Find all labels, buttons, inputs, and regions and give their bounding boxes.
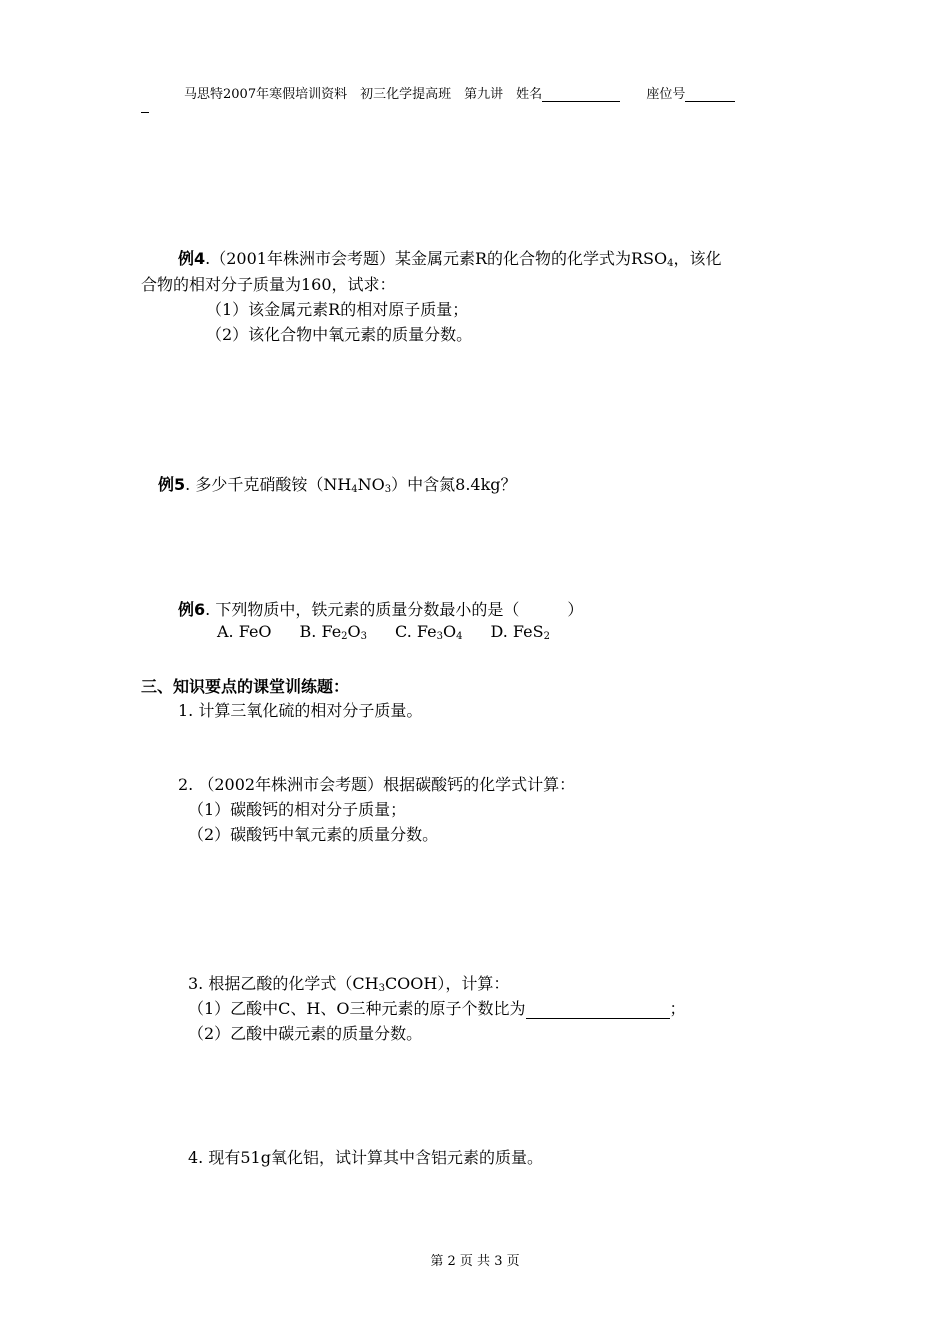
practice-3: 3. 根据乙酸的化学式$(CH_3COOH)$，计算： [188, 974, 510, 994]
header-dash [141, 112, 149, 113]
name-blank[interactable] [542, 87, 620, 102]
practice-2-q1: （1）碳酸钙的相对分子质量； [188, 800, 407, 819]
option-a[interactable]: A. FeO [217, 622, 272, 641]
ex4-line2: 合物的相对分子质量为160，试求： [141, 275, 396, 294]
practice-4: 4. 现有51g氧化铝，试计算其中含铝元素的质量。 [188, 1148, 543, 1167]
practice-2: 2. （2002年株洲市会考题）根据碳酸钙的化学式计算： [178, 775, 576, 794]
option-d[interactable]: D. FeS$_2$ [490, 622, 550, 642]
page-header [184, 83, 735, 102]
ex5-label: 例5 [158, 475, 186, 494]
practice-3-q1: （1）乙酸中C、H、O三种元素的原子个数比为 ； [188, 999, 686, 1018]
seat-label: 座位号 [646, 87, 686, 102]
ex6-options [217, 622, 578, 642]
page-footer: 第 2 页 共 3 页 [430, 1254, 520, 1269]
ex4-question-1: （1）该金属元素R的相对原子质量； [206, 300, 469, 319]
practice-2-q2: （2）碳酸钙中氧元素的质量分数。 [188, 825, 439, 844]
ex6-line: 例6. 下列物质中，铁元素的质量分数最小的是（ ） [178, 600, 584, 619]
option-b[interactable]: B. $Fe_2O_3$ [299, 622, 368, 642]
practice-1: 1. 计算三氧化硫的相对分子质量。 [178, 701, 423, 720]
ex4-question-2: （2）该化合物中氧元素的质量分数。 [206, 325, 473, 344]
section-3-title: 三、知识要点的课堂训练题： [141, 677, 350, 696]
practice-3-q2: （2）乙酸中碳元素的质量分数。 [188, 1024, 423, 1043]
seat-blank[interactable] [685, 87, 735, 102]
ex4-label: 例4 [178, 249, 206, 268]
ex4-line1: 例4.（2001年株洲市会考题）某金属元素R的化合物的化学式为$RSO_4$，该化 [178, 249, 722, 269]
option-c[interactable]: C. $Fe_3O_4$ [395, 622, 463, 642]
ratio-answer-blank[interactable] [526, 1004, 670, 1019]
ex6-label: 例6 [178, 600, 206, 619]
ex5-line: 例5. 多少千克硝酸铵$(NH_4NO_3)$中含氮8.4kg？ [158, 475, 517, 495]
header-title: 马思特2007年寒假培训资料 初三化学提高班 第九讲 姓名 [184, 87, 543, 102]
